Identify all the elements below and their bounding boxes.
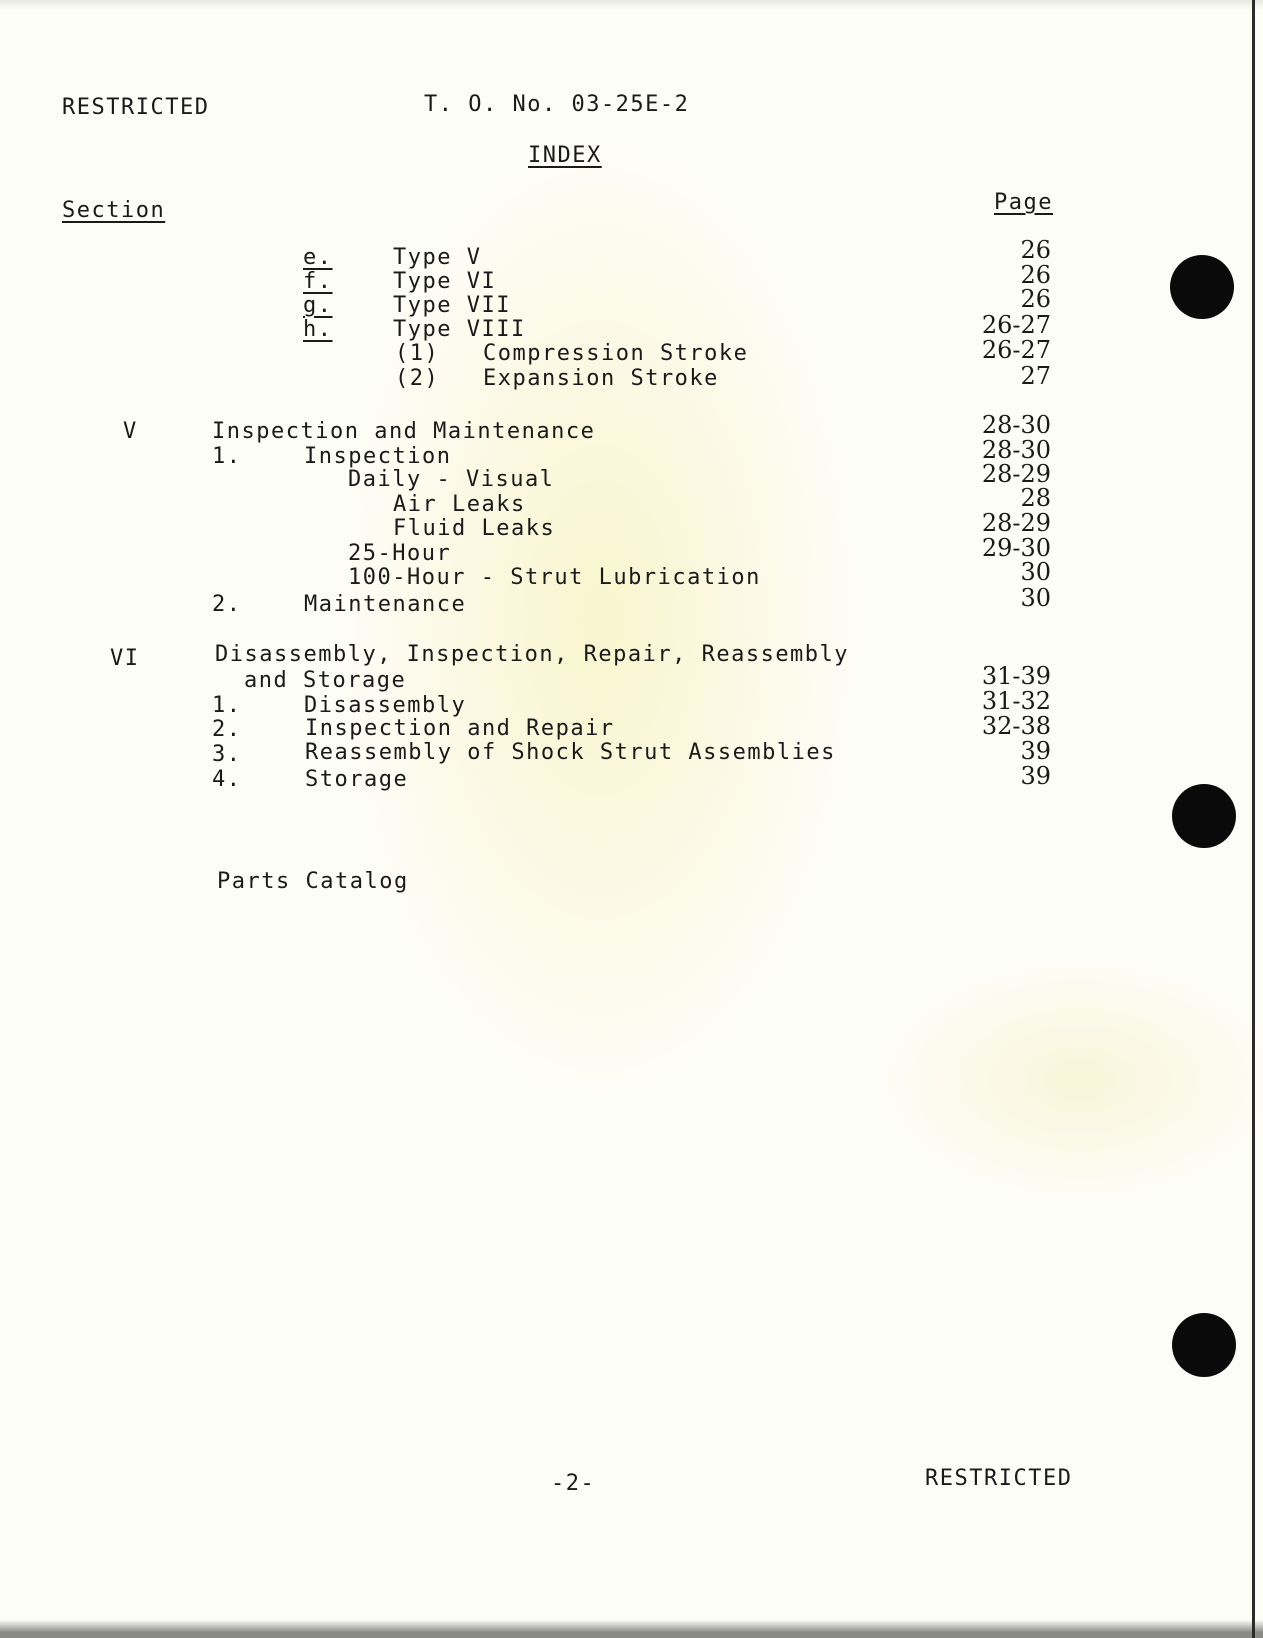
entry-text: 25-Hour: [348, 541, 452, 566]
section-title-continued: and Storage: [244, 668, 407, 693]
entry-marker: 2.: [212, 717, 242, 742]
page-number: -2-: [551, 1471, 596, 1496]
entry-text: Daily - Visual: [348, 467, 555, 492]
punch-hole-top: [1170, 255, 1234, 319]
entry-text: Inspection and Repair: [305, 716, 615, 741]
entry-page: 26: [1020, 236, 1051, 264]
section-number: VI: [110, 646, 140, 671]
entry-text: Air Leaks: [393, 492, 526, 517]
punch-hole-bottom: [1172, 1313, 1236, 1377]
section-title: Inspection and Maintenance: [212, 419, 596, 444]
entry-marker: 3.: [212, 742, 242, 767]
entry-page: 28-30: [981, 411, 1051, 439]
entry-page: 28-29: [981, 509, 1051, 537]
entry-page: 30: [1020, 584, 1051, 612]
entry-page: 32-38: [981, 712, 1051, 740]
entry-page: 30: [1020, 558, 1051, 586]
section-title: Disassembly, Inspection, Repair, Reassembly: [215, 642, 850, 667]
entry-text: Maintenance: [304, 592, 467, 617]
entry-page: 28-29: [981, 460, 1051, 488]
entry-text: Expansion Stroke: [483, 366, 719, 391]
entry-text: Fluid Leaks: [393, 516, 556, 541]
section-number: V: [123, 419, 138, 444]
entry-marker: f.: [303, 269, 333, 294]
entry-page: 39: [1020, 762, 1051, 790]
section-column-header: Section: [62, 198, 166, 223]
entry-marker: 2.: [212, 592, 242, 617]
entry-page: 31-39: [981, 662, 1051, 690]
entry-page: 26-27: [981, 311, 1051, 339]
entry-page: 28: [1020, 484, 1051, 512]
entry-text: Reassembly of Shock Strut Assemblies: [305, 740, 836, 765]
entry-marker: 1.: [212, 693, 242, 718]
entry-marker: g.: [303, 293, 333, 318]
entry-marker: e.: [303, 245, 333, 270]
entry-marker: h.: [303, 317, 333, 342]
entry-page: 26-27: [981, 336, 1051, 364]
entry-text: Type VI: [393, 269, 497, 294]
entry-marker: 1.: [212, 444, 242, 469]
entry-page: 26: [1020, 285, 1051, 313]
entry-text: Inspection: [304, 444, 452, 469]
page-title: INDEX: [528, 143, 602, 168]
entry-page: 28-30: [981, 436, 1051, 464]
entry-page: 29-30: [981, 534, 1051, 562]
entry-marker: (2): [395, 366, 440, 391]
page-edge-line: [1252, 0, 1255, 1638]
entry-text: Disassembly: [304, 693, 467, 718]
header-classification: RESTRICTED: [62, 95, 210, 120]
entry-text: Compression Stroke: [483, 341, 749, 366]
entry-page: 26: [1020, 261, 1051, 289]
punch-hole-middle: [1172, 784, 1236, 848]
entry-page: 27: [1020, 362, 1051, 390]
page-column-header: Page: [994, 190, 1053, 215]
footer-classification: RESTRICTED: [925, 1466, 1073, 1491]
entry-text: Storage: [305, 767, 409, 792]
parts-catalog-entry: Parts Catalog: [217, 869, 409, 894]
entry-text: Type VIII: [393, 317, 526, 342]
entry-marker: 4.: [212, 767, 242, 792]
entry-text: 100-Hour - Strut Lubrication: [348, 565, 761, 590]
document-number: T. O. No. 03-25E-2: [424, 92, 690, 117]
entry-text: Type VII: [393, 293, 511, 318]
entry-page: 39: [1020, 737, 1051, 765]
entry-page: 31-32: [981, 687, 1051, 715]
entry-text: Type V: [393, 245, 482, 270]
entry-marker: (1): [395, 341, 440, 366]
